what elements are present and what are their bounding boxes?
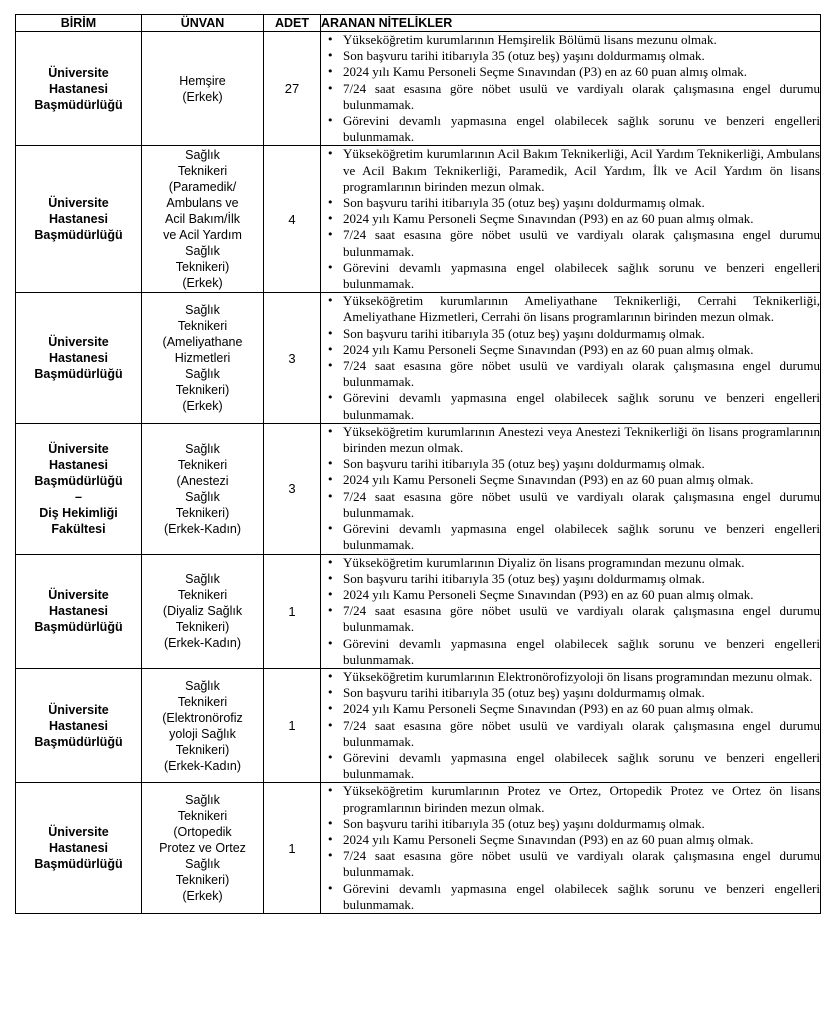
qualification-item: • Yükseköğretim kurumlarının Acil Bakım Teknikerliği, Acil Yardım Teknikerliği, Ambulans ve Acil Bakım Teknikerliği, Paramedik, Acil Yardım, İlk ve Acil Yardım ön lisans programlarının birinden mezun olmak. [321, 146, 820, 195]
qualifications-cell [321, 423, 821, 554]
count-cell: 4 [264, 146, 321, 293]
count-cell: 3 [264, 293, 321, 424]
unit-line: Hastanesi [48, 212, 109, 227]
qualification-list [321, 32, 820, 145]
qualification-item: • Son başvuru tarihi itibarıyla 35 (otuz beş) yaşını doldurmamış olmak. [321, 816, 820, 832]
qualification-item: • 2024 yılı Kamu Personeli Seçme Sınavından (P93) en az 60 puan almış olmak. [321, 587, 820, 603]
title-line: (Erkek) [182, 89, 223, 104]
count-cell: 27 [264, 32, 321, 146]
unit-line: Başmüdürlüğü [34, 228, 123, 243]
table-row [16, 146, 821, 293]
qualification-list [321, 669, 820, 782]
title-line: (Ortopedik [173, 825, 232, 840]
unit-line: Hastanesi [48, 457, 109, 472]
qualification-item: • Son başvuru tarihi itibarıyla 35 (otuz beş) yaşını doldurmamış olmak. [321, 195, 820, 211]
qualification-item: • Yükseköğretim kurumlarının Protez ve Ortez, Ortopedik Protez ve Ortez ön lisans programlarının birinden mezun olmak. [321, 783, 820, 815]
qualification-item: • Görevini devamlı yapmasına engel olabilecek sağlık sorunu ve benzeri engelleri bulunmamak. [321, 636, 820, 668]
unit-cell [16, 32, 142, 146]
qualification-item: • Görevini devamlı yapmasına engel olabilecek sağlık sorunu ve benzeri engelleri bulunmamak. [321, 113, 820, 145]
unit-line: Hastanesi [48, 351, 109, 366]
unit-line: Üniversite [48, 196, 109, 211]
positions-table [15, 14, 821, 914]
header-count: ADET [264, 15, 321, 32]
unit-cell [16, 783, 142, 914]
title-line: Sağlık [185, 303, 220, 318]
qualification-list [321, 424, 820, 554]
qualification-item: • 2024 yılı Kamu Personeli Seçme Sınavından (P93) en az 60 puan almış olmak. [321, 342, 820, 358]
unit-cell [16, 293, 142, 424]
title-line: Hemşire [179, 73, 226, 88]
title-line: Sağlık [185, 793, 220, 808]
qualifications-cell [321, 293, 821, 424]
unit-line: Fakültesi [51, 521, 106, 536]
unit-cell [16, 668, 142, 782]
title-line: Teknikeri) [175, 260, 230, 275]
unit-line: Başmüdürlüğü [34, 857, 123, 872]
unit-line: Üniversite [48, 335, 109, 350]
qualification-item: • 7/24 saat esasına göre nöbet usulü ve vardiyalı olarak çalışmasına engel durumu bulunmamak. [321, 603, 820, 635]
qualification-item: • 7/24 saat esasına göre nöbet usulü ve vardiyalı olarak çalışmasına engel durumu bulunmamak. [321, 848, 820, 880]
title-line: Sağlık [185, 572, 220, 587]
title-line: (Diyaliz Sağlık [162, 604, 243, 619]
title-line: (Paramedik/ [168, 180, 237, 195]
qualification-item: • 2024 yılı Kamu Personeli Seçme Sınavından (P93) en az 60 puan almış olmak. [321, 472, 820, 488]
unit-cell [16, 554, 142, 668]
title-cell [142, 423, 264, 554]
qualification-list [321, 293, 820, 423]
title-cell [142, 146, 264, 293]
qualification-item: • 7/24 saat esasına göre nöbet usulü ve vardiyalı olarak çalışmasına engel durumu bulunmamak. [321, 358, 820, 390]
title-line: Hizmetleri [174, 351, 231, 366]
qualification-item: • 7/24 saat esasına göre nöbet usulü ve vardiyalı olarak çalışmasına engel durumu bulunmamak. [321, 81, 820, 113]
title-line: Sağlık [185, 857, 220, 872]
title-line: Ambulans ve [166, 196, 239, 211]
qualification-item: • Yükseköğretim kurumlarının Diyaliz ön lisans programından mezunu olmak. [321, 555, 820, 571]
table-row [16, 554, 821, 668]
title-line: Teknikeri) [175, 383, 230, 398]
title-line: Sağlık [185, 148, 220, 163]
qualification-item: • 7/24 saat esasına göre nöbet usulü ve vardiyalı olarak çalışmasına engel durumu bulunmamak. [321, 718, 820, 750]
header-unit: BİRİM [16, 15, 142, 32]
title-line: (Erkek) [182, 399, 223, 414]
title-line: (Elektronörofiz [162, 710, 243, 725]
qualification-item: • Görevini devamlı yapmasına engel olabilecek sağlık sorunu ve benzeri engelleri bulunmamak. [321, 881, 820, 913]
unit-line: Başmüdürlüğü [34, 734, 123, 749]
unit-line: Başmüdürlüğü [34, 97, 123, 112]
title-line: Teknikeri [177, 809, 228, 824]
qualification-item: • 2024 yılı Kamu Personeli Seçme Sınavından (P93) en az 60 puan almış olmak. [321, 832, 820, 848]
qualification-item: • Son başvuru tarihi itibarıyla 35 (otuz beş) yaşını doldurmamış olmak. [321, 685, 820, 701]
qualification-item: • Görevini devamlı yapmasına engel olabilecek sağlık sorunu ve benzeri engelleri bulunmamak. [321, 521, 820, 553]
qualification-item: • Görevini devamlı yapmasına engel olabilecek sağlık sorunu ve benzeri engelleri bulunmamak. [321, 260, 820, 292]
qualifications-cell [321, 783, 821, 914]
qualification-list [321, 555, 820, 668]
unit-line: Başmüdürlüğü [34, 620, 123, 635]
qualification-item: • Yükseköğretim kurumlarının Ameliyathane Teknikerliği, Cerrahi Teknikerliği, Ameliyathane Hizmetleri, Cerrahi ön lisans programlarının birinden mezun olmak. [321, 293, 820, 325]
count-cell: 3 [264, 423, 321, 554]
table-row [16, 293, 821, 424]
count-cell: 1 [264, 668, 321, 782]
title-line: Sağlık [185, 367, 220, 382]
unit-line: Başmüdürlüğü [34, 367, 123, 382]
title-line: Teknikeri) [175, 742, 230, 757]
qualification-item: • Görevini devamlı yapmasına engel olabilecek sağlık sorunu ve benzeri engelleri bulunmamak. [321, 390, 820, 422]
unit-cell [16, 146, 142, 293]
title-line: Sağlık [185, 244, 220, 259]
table-row [16, 32, 821, 146]
unit-line: Başmüdürlüğü [34, 473, 123, 488]
unit-line: Hastanesi [48, 604, 109, 619]
unit-line: Üniversite [48, 65, 109, 80]
unit-line: Hastanesi [48, 718, 109, 733]
title-line: Sağlık [185, 441, 220, 456]
count-cell: 1 [264, 554, 321, 668]
qualifications-cell [321, 32, 821, 146]
title-cell [142, 293, 264, 424]
qualification-item: • 7/24 saat esasına göre nöbet usulü ve vardiyalı olarak çalışmasına engel durumu bulunmamak. [321, 489, 820, 521]
title-line: Teknikeri) [175, 505, 230, 520]
qualification-item: • 2024 yılı Kamu Personeli Seçme Sınavından (P93) en az 60 puan almış olmak. [321, 211, 820, 227]
table-row [16, 668, 821, 782]
qualification-item: • 2024 yılı Kamu Personeli Seçme Sınavından (P3) en az 60 puan almış olmak. [321, 64, 820, 80]
qualifications-cell [321, 554, 821, 668]
unit-cell [16, 423, 142, 554]
title-line: Teknikeri [177, 694, 228, 709]
unit-line: – [75, 489, 82, 504]
title-line: Teknikeri) [175, 873, 230, 888]
title-line: Teknikeri) [175, 620, 230, 635]
title-cell [142, 783, 264, 914]
title-cell [142, 32, 264, 146]
qualification-item: • Görevini devamlı yapmasına engel olabilecek sağlık sorunu ve benzeri engelleri bulunmamak. [321, 750, 820, 782]
unit-line: Üniversite [48, 825, 109, 840]
title-line: ve Acil Yardım [163, 228, 242, 243]
header-title: ÜNVAN [142, 15, 264, 32]
title-line: (Erkek) [182, 889, 223, 904]
qualification-item: • 7/24 saat esasına göre nöbet usulü ve vardiyalı olarak çalışmasına engel durumu bulunmamak. [321, 227, 820, 259]
qualification-item: • 2024 yılı Kamu Personeli Seçme Sınavından (P93) en az 60 puan almış olmak. [321, 701, 820, 717]
title-line: Acil Bakım/İlk [164, 212, 240, 227]
qualification-item: • Yükseköğretim kurumlarının Elektronörofizyoloji ön lisans programından mezunu olmak. [321, 669, 820, 685]
qualification-item: • Son başvuru tarihi itibarıyla 35 (otuz beş) yaşını doldurmamış olmak. [321, 456, 820, 472]
qualification-list [321, 146, 820, 292]
title-line: Sağlık [185, 678, 220, 693]
title-line: Teknikeri [177, 319, 228, 334]
qualifications-cell [321, 668, 821, 782]
title-line: (Anestezi [176, 473, 229, 488]
title-line: (Erkek-Kadın) [163, 758, 242, 773]
header-qualifications: ARANAN NİTELİKLER [321, 15, 821, 32]
title-line: Teknikeri [177, 588, 228, 603]
unit-line: Diş Hekimliği [39, 505, 118, 520]
title-line: (Erkek-Kadın) [163, 636, 242, 651]
qualification-item: • Yükseköğretim kurumlarının Anestezi veya Anestezi Teknikerliği ön lisans programlarının birinden mezun olmak. [321, 424, 820, 456]
title-cell [142, 554, 264, 668]
table-row [16, 423, 821, 554]
title-line: Protez ve Ortez [159, 841, 246, 856]
qualification-item: • Son başvuru tarihi itibarıyla 35 (otuz beş) yaşını doldurmamış olmak. [321, 571, 820, 587]
qualification-item: • Son başvuru tarihi itibarıyla 35 (otuz beş) yaşını doldurmamış olmak. [321, 48, 820, 64]
table-row [16, 783, 821, 914]
unit-line: Hastanesi [48, 841, 109, 856]
qualification-item: • Son başvuru tarihi itibarıyla 35 (otuz beş) yaşını doldurmamış olmak. [321, 326, 820, 342]
count-cell: 1 [264, 783, 321, 914]
title-line: Teknikeri [177, 457, 228, 472]
unit-line: Üniversite [48, 588, 109, 603]
table-header-row [16, 15, 821, 32]
qualification-list [321, 783, 820, 913]
unit-line: Hastanesi [48, 81, 109, 96]
unit-line: Üniversite [48, 441, 109, 456]
title-line: yoloji Sağlık [169, 726, 236, 741]
title-line: Sağlık [185, 489, 220, 504]
title-line: (Erkek) [182, 276, 223, 291]
unit-line: Üniversite [48, 702, 109, 717]
title-cell [142, 668, 264, 782]
qualification-item: • Yükseköğretim kurumlarının Hemşirelik Bölümü lisans mezunu olmak. [321, 32, 820, 48]
title-line: (Erkek-Kadın) [163, 521, 242, 536]
title-line: (Ameliyathane [162, 335, 243, 350]
title-line: Teknikeri [177, 164, 228, 179]
qualifications-cell [321, 146, 821, 293]
